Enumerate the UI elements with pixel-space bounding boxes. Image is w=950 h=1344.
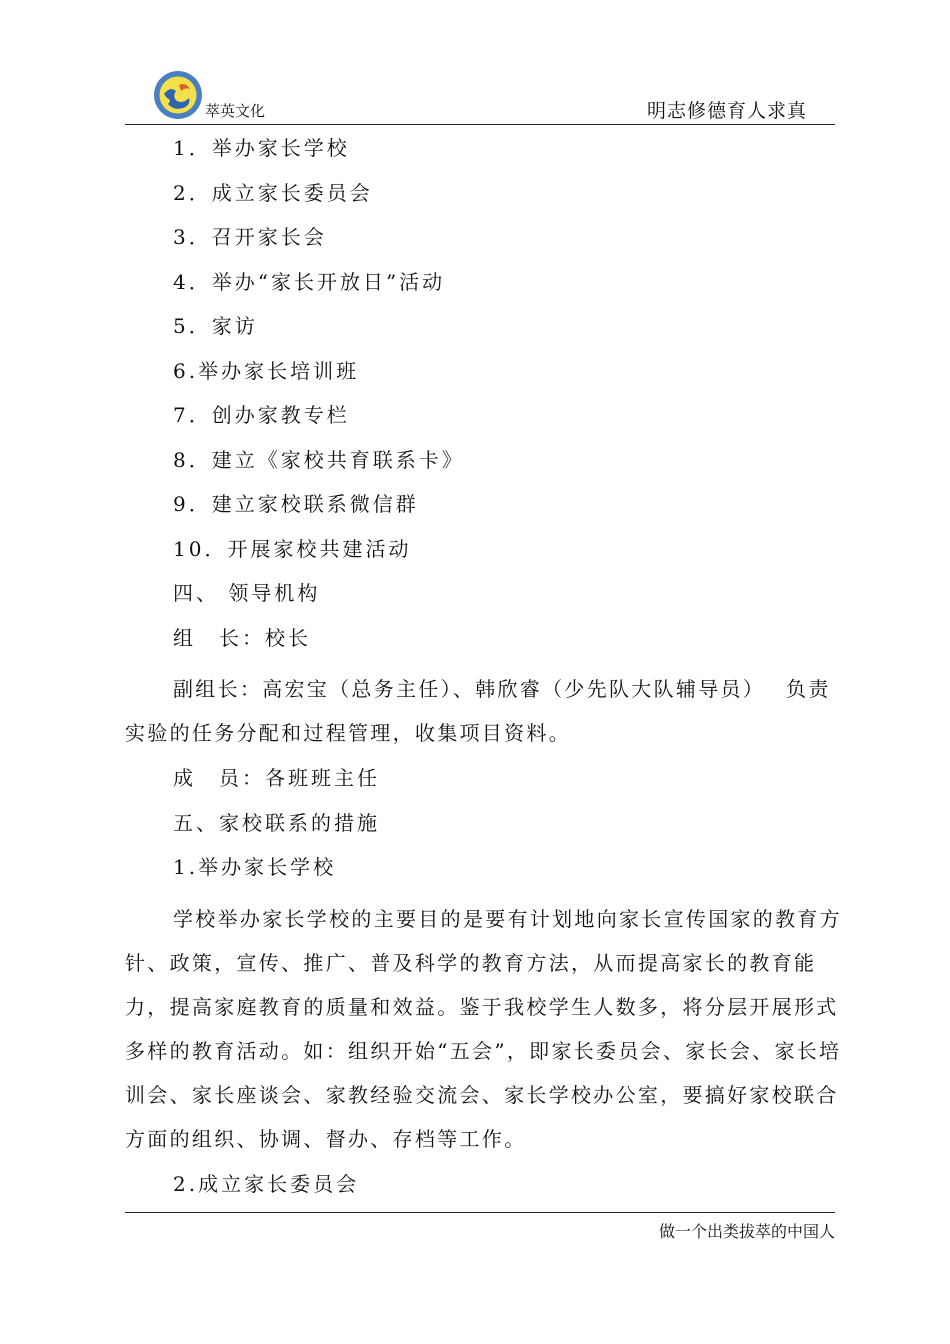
page-footer [125,1212,835,1241]
list-item: 7．创办家教专栏 [173,403,350,427]
document-body [125,133,845,1213]
list-item: 6.举办家长培训班 [173,358,360,383]
section-heading: 五、家校联系的措施 [173,810,380,835]
leader-line: 组 长：校长 [173,625,311,650]
subsection-heading: 2.成立家长委员会 [173,1171,360,1196]
header-motto: 明志修德育人求真 [646,100,807,122]
section-heading: 四、 领导机构 [173,581,321,605]
school-logo [153,70,203,120]
brand-name: 萃英文化 [205,102,266,120]
page-header [125,66,835,125]
members-line: 成 员：各班班主任 [173,766,380,790]
list-item: 1．举办家长学校 [173,136,350,160]
list-item: 2．成立家长委员会 [173,180,373,205]
list-item: 4．举办“家长开放日”活动 [173,269,446,294]
footer-slogan: 做一个出类拔萃的中国人 [658,1222,835,1241]
list-item: 3．召开家长会 [173,225,327,249]
list-item: 10．开展家校共建活动 [173,536,412,561]
list-item: 8．建立《家校共育联系卡》 [173,447,465,472]
list-item: 5．家访 [173,314,258,338]
subsection-heading: 1.举办家长学校 [173,855,337,879]
school-paragraph: 学校举办家长学校的主要目的是要有计划地向家长宣传国家的教育方针、政策，宣传、推广、普及科学的教育方法，从而提高家长的教育能力，提高家庭教育的质量和效益。鉴于我校学生人数多，将分层开展形式多样的教育活动。如：组织开始“五会”，即家长委员会、家长会、家长培训会、家长座谈会、家教经验交流会、家长学校办公室，要搞好家校联合方面的组织、协调、督办、存档等工作。 [125,906,842,1151]
list-item: 9．建立家校联系微信群 [173,492,419,516]
deputy-paragraph: 副组长：高宏宝（总务主任）、韩欣睿（少先队大队辅导员） 负责实验的任务分配和过程管理，收集项目资料。 [125,677,831,745]
